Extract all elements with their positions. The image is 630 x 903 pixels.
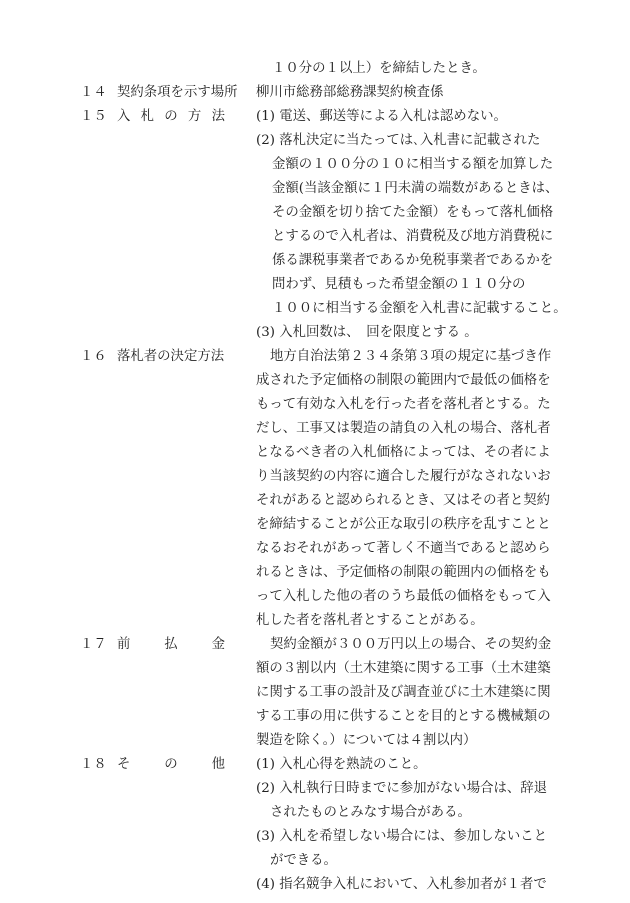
section-16-line: 成された予定価格の制限の範囲内で最低の価格を (256, 373, 551, 388)
section-18-line: (1) 入札心得を熟読のこと。 (256, 757, 427, 772)
section-17-line: 製造を除く。）については４割以内） (256, 733, 477, 748)
section-label: 前 払 金 (117, 637, 225, 652)
section-16-line: を締結することが公正な取引の秩序を乱すことと (256, 517, 551, 532)
section-15-line: １００に相当する金額を入札書に記載すること。 (272, 301, 567, 316)
continuation-line: １０分の１以上）を締結したとき。 (272, 61, 486, 76)
section-16-line: それがあると認められるとき、又はその者と契約 (256, 493, 551, 508)
section-label: そ の 他 (117, 757, 225, 772)
section-16-line: れるときは、予定価格の制限の範囲内の価格をも (256, 565, 551, 580)
section-18-line: (3) 入札を希望しない場合には、参加しないこと (256, 829, 548, 844)
section-18-line: ができる。 (270, 853, 337, 868)
section-17-line: 契約金額が３００万円以上の場合、その契約金 (270, 637, 552, 652)
section-16-line: 札した者を落札者とすることがある。 (256, 613, 484, 628)
section-16-line: だし、工事又は製造の請負の入札の場合、落札者 (256, 421, 551, 436)
section-number: １５ (80, 109, 107, 124)
section-15-line: その金額を切り捨てた金額）をもって落札価格 (272, 205, 554, 220)
section-16-line: 地方自治法第２３４条第３項の規定に基づき作 (270, 349, 552, 364)
section-17-line: 額の３割以内（土木建築に関する工事（土木建築 (256, 661, 551, 676)
section-17-line: に関する工事の設計及び調査並びに土木建築に関 (256, 685, 551, 700)
section-15-line: 問わず、見積もった希望金額の１１０分の (272, 277, 526, 292)
section-18-line: されたものとみなす場合がある。 (270, 805, 471, 820)
section-15-line: 係る課税事業者であるか免税事業者であるかを (272, 253, 554, 268)
section-text: 柳川市総務部総務課契約検査係 (256, 85, 444, 100)
section-number: １４ (80, 85, 107, 100)
section-16-line: って入札した他の者のうち最低の価格をもって入 (256, 589, 551, 604)
section-16-line: となるべき者の入札価格によっては、その者によ (256, 445, 551, 460)
section-number: １６ (80, 349, 107, 364)
section-15-line: (1) 電送、郵送等による入札は認めない。 (256, 109, 507, 124)
section-label: 入 札 の 方 法 (117, 109, 225, 124)
section-15-line: とするので入札者は、消費税及び地方消費税に (272, 229, 554, 244)
section-number: １７ (80, 637, 107, 652)
section-16-line: なるおそれがあって著しく不適当であると認めら (256, 541, 551, 556)
section-18-line: (4) 指名競争入札において、入札参加者が１者で (256, 877, 547, 892)
section-15-line: 金額(当該金額に１円未満の端数があるときは、 (272, 181, 559, 196)
section-label: 落札者の決定方法 (117, 349, 225, 364)
section-16-line: もって有効な入札を行った者を落札者とする。た (256, 397, 551, 412)
section-number: １８ (80, 757, 107, 772)
section-15-line: (3) 入札回数は、 回を限度とする 。 (256, 325, 478, 340)
section-18-line: (2) 入札執行日時までに参加がない場合は、辞退 (256, 781, 548, 796)
section-17-line: する工事の用に供することを目的とする機械類の (256, 709, 551, 724)
section-15-line: 金額の１００分の１０に相当する額を加算した (272, 157, 554, 172)
section-label: 契約条項を示す場所 (117, 85, 238, 100)
section-16-line: り当該契約の内容に適合した履行がなされないお (256, 469, 551, 484)
section-15-line: (2) 落札決定に当たっては､入札書に記載された (256, 133, 541, 148)
